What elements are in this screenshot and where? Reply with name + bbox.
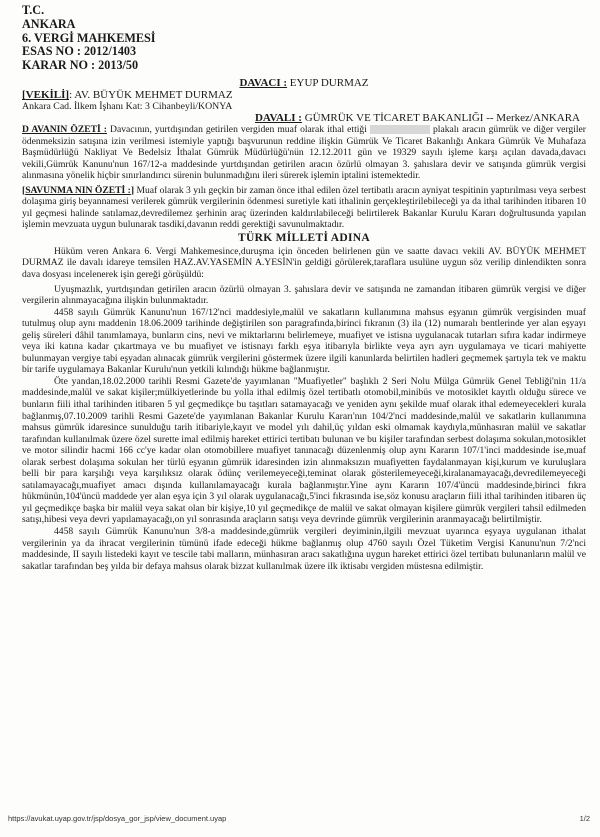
plaintiff-name: EYUP DURMAZ [287,76,369,89]
court-header [22,4,586,73]
case-summary: D AVANIN ÖZETİ : Davacının, yurtdışından getirilen vergiden muaf olarak ithal ettiği plakalı aracın gümrük ve diğer vergiler ödenmeksizin satışına izin verilmesi istemiyle yaptığı başvurunun reddine ilişkin Gümrük Ve Ticaret Bakanlığı Ankara Gümrük Ve Muhafaza Başmüdürlüğü Nakliyat Ve Bedelsiz İthalat Gümrük Müdürlüğü'nün 12.12.2011 gün ve 19329 sayılı işleme karşı açılan davada,davacı vekili,Gümrük Kanunu'nun 167/12-a maddesinde yurtdışından getirilen aracın özürlü olmayan 3. şahıslara devir ve satışında gümrük vergisi alınmasına yönelik hiçbir sınırlandırıcı sürenin bulunmadığını ileri sürerek işlemin iptalini istemektedir. [22,123,586,182]
header-court: 6. VERGİ MAHKEMESİ [22,30,156,45]
defense-summary: [SAVUNMA NIN ÖZETİ :] Muaf olarak 3 yılı geçkin bir zaman önce ithal edilen özel tertibatlı aracın ayniyat tespitinin yaptırılması veya serbest dolaşıma giriş beyannamesi verilerek gümrük vergilerinin ödenmesi suretiyle kati ithalinin gerçekleştirilebileceği ya da ithal tarihinden itibaren 10 yıl geçmesi halinde satılamaz,devredilemez şerhinin araç üzerinden kaldırılabileceği belirtilerek Bakanlar Kurulu Kararı doğrultusunda yapılan işlemin mevzuata uygun bulunarak tasdiki,davanın reddi gerektiği savunulmaktadır. [22,184,586,231]
footer-page: 1/2 [579,814,590,823]
header-tc: T.C. [22,3,45,17]
plaintiff-line [22,77,586,89]
plaintiff-label: DAVACI : [239,76,288,89]
attorney-name: : AV. BÜYÜK MEHMET DURMAZ [69,88,233,101]
verdict-intro: Hüküm veren Ankara 6. Vergi Mahkemesince,duruşma için önceden belirlenen gün ve saatte davacı vekili AV. BÜYÜK MEHMET DURMAZ ile davalı idareye temsilen HAZ.AV.YASEMİN A.YESİN'in geldiği görülerek,taraflara usulüne uygun söz verilip dinlendikten sonra dava dosyası incelenerek işin gereği görüşüldü: [22,245,586,280]
defendant-line [22,112,580,124]
print-footer [8,814,590,823]
defendant-name: GÜMRÜK VE TİCARET BAKANLIĞI -- Merkez/ANKARA [301,111,580,124]
header-esas: ESAS NO : 2012/1403 [22,44,137,59]
paragraph-customs-law: 4458 sayılı Gümrük Kanunu'nun 167/12'nci maddesiyle,malül ve sakatların kullanımına mahsus eşyanın gümrük vergisinden muaf tutulmuş olup aynı maddenin 18.06.2009 tarihinde değiştirilen son paragrafında,birinci fıkranın (3) ila (12) numaralı bentlerinde yer alan eşyayı geliş süreleri dâhil tanımlamaya, bunların cins, nevi ve miktarlarını belirlemeye, muafiyet ve istisna uygulanacak tutarları sıfıra kadar indirmeye veya iki katına kadar çıkartmaya ve bu muafiyet ve istisnayı farklı eşya itibarıyla birlikte veya ayrı ayrı uygulamaya ve ticari mahiyette bulunmayan vergiye tabi eşyadan alınacak gümrük vergilerini göstermek üzere ilgili kanunlarda belirtilen hadleri geçmemek şartıyla tek ve maktu bir tarife uygulamaya Bakanlar Kurulu'nun yetkili kılındığı hükme bağlanmıştır. [22,306,586,376]
defense-summary-label: SAVUNMA NIN ÖZETİ : [25,184,131,196]
redacted-plate [370,125,430,134]
paragraph-regulations: Öte yandan,18.02.2000 tarihli Resmi Gazete'de yayımlanan "Muafiyetler" başlıklı 2 Seri Nolu Mülga Gümrük Genel Tebliği'nin 11/a maddesinde,malül ve sakat kişiler;mülkiyetlerinde bu yolla ithal edilmiş özel tertibatlı otomobil,minibüs ve motosiklet kayıtlı olduğu sürece ve bunların fiili ithal tarihinden itibaren 5 yıl geçmedikçe bu taşıtları satamayacağı ve yeniden aynı şekilde muaf olarak ithal edemeyecekleri kurala bağlanmış,07.10.2009 tarihli Resmi Gazete'de yayımlanan Bakanlar Kurulu Kararı'nın 104/2'nci maddesinde,malül ve sakatlarin kullanımına mahsus gümrük idaresince sunulduğu tarih itibariyle,kayıt ve model yılı dahil,üç yıldan eski olmamak kaydıyla,münhasıran malül ve sakatlar tarafından kullanılmak üzere özel surette imal edilmiş hareket ettirici tertibatı bulunan ve bu kişiler tarafından serbest dolaşıma sokulan,motosiklet ve motor silindir hacmi 166 cc'ye kadar olan otomobillere muafiyet tanınacağı düzenlenmiş olup aynı Kararın 107/1'inci maddesinde ise,muaf olarak serbest dolaşıma sokulan her türlü eşyanın gümrük idaresinden izin alınmaksızın muafiyetten faydalanmayan kişi,kurum ve kuruluşlara belli bir para karşılığı veya karşılıksız olarak ödünç verilemeyeceği,teminat olarak gösterilemeyeceği,kiralanamayacağı,devredilemeyeceği satılamayacağı,muafiyet amacı dışında kullanılamayacağı kurala bağlanmıştır.Yine aynı Kararın 107/4'üncü maddesinde,birinci fıkra hükmünün,104'üncü maddede yer alan eşya için 3 yıl olarak uygulanacağı,5'inci fıkrasında ise,söz konusu araçların fiili ithal tarihinden itibaren üç yıl geçmedikçe başka bir malül veya sakat olan bir kişiye,10 yıl geçmedikçe de malül ve sakat olmayan kişilere gümrük vergileri tahsil edilmeden satışı,hibesi veya devri yapılamayacağı,on yıl sonrasında araçların satışı veya devrinde gümrük vergilerinin aranmayacağı belirtilmiştir. [22,375,586,526]
paragraph-tax-law: 4458 sayılı Gümrük Kanunu'nun 3/8-a maddesinde,gümrük vergileri deyiminin,ilgili mevzuat uyarınca eşyaya uygulanan ithalat vergilerinin ya da ihracat vergilerinin tümünü ifade edeceği hükme bağlanmış olup 4760 sayılı Özel Tüketim Vergisi Kanunu'nun 7/2'nci maddesinde, II sayılı listedeki kayıt ve tescile tabi malların, münhasıran aracı sakatlığına uygun hareket ettirici özel tertibatı bulunanların malül ve sakatlar tarafından beş yılda bir defaya mahsus olarak bizzat kullanılmak üzere ilk iktisabı vergiden müstesna edilmiştir. [22,526,586,572]
defendant-label: DAVALI : [254,111,302,124]
attorney-address: Ankara Cad. İlkem İşhanı Kat: 3 Cihanbeyli/KONYA [22,100,233,112]
paragraph-dispute: Uyuşmazlık, yurtdışından getirilen aracın özürlü olmayan 3. şahıslara devir ve satışında ne zamandan itibaren gümrük vergisi ve diğer vergilerin alınmayacağına ilişkin bulunmaktadır. [22,283,586,307]
attorney-label: VEKİLİ [25,88,66,101]
header-karar: KARAR NO : 2013/50 [22,58,139,73]
footer-url: https://avukat.uyap.gov.tr/jsp/dosya_gor_jsp/view_document.uyap [8,814,227,823]
header-city: ANKARA [22,16,76,31]
verdict-title: TÜRK MİLLETİ ADINA [238,231,370,244]
case-summary-label: D AVANIN ÖZETİ : [22,123,107,135]
attorney-line: [VEKİLİ]: AV. BÜYÜK MEHMET DURMAZ [22,88,233,101]
